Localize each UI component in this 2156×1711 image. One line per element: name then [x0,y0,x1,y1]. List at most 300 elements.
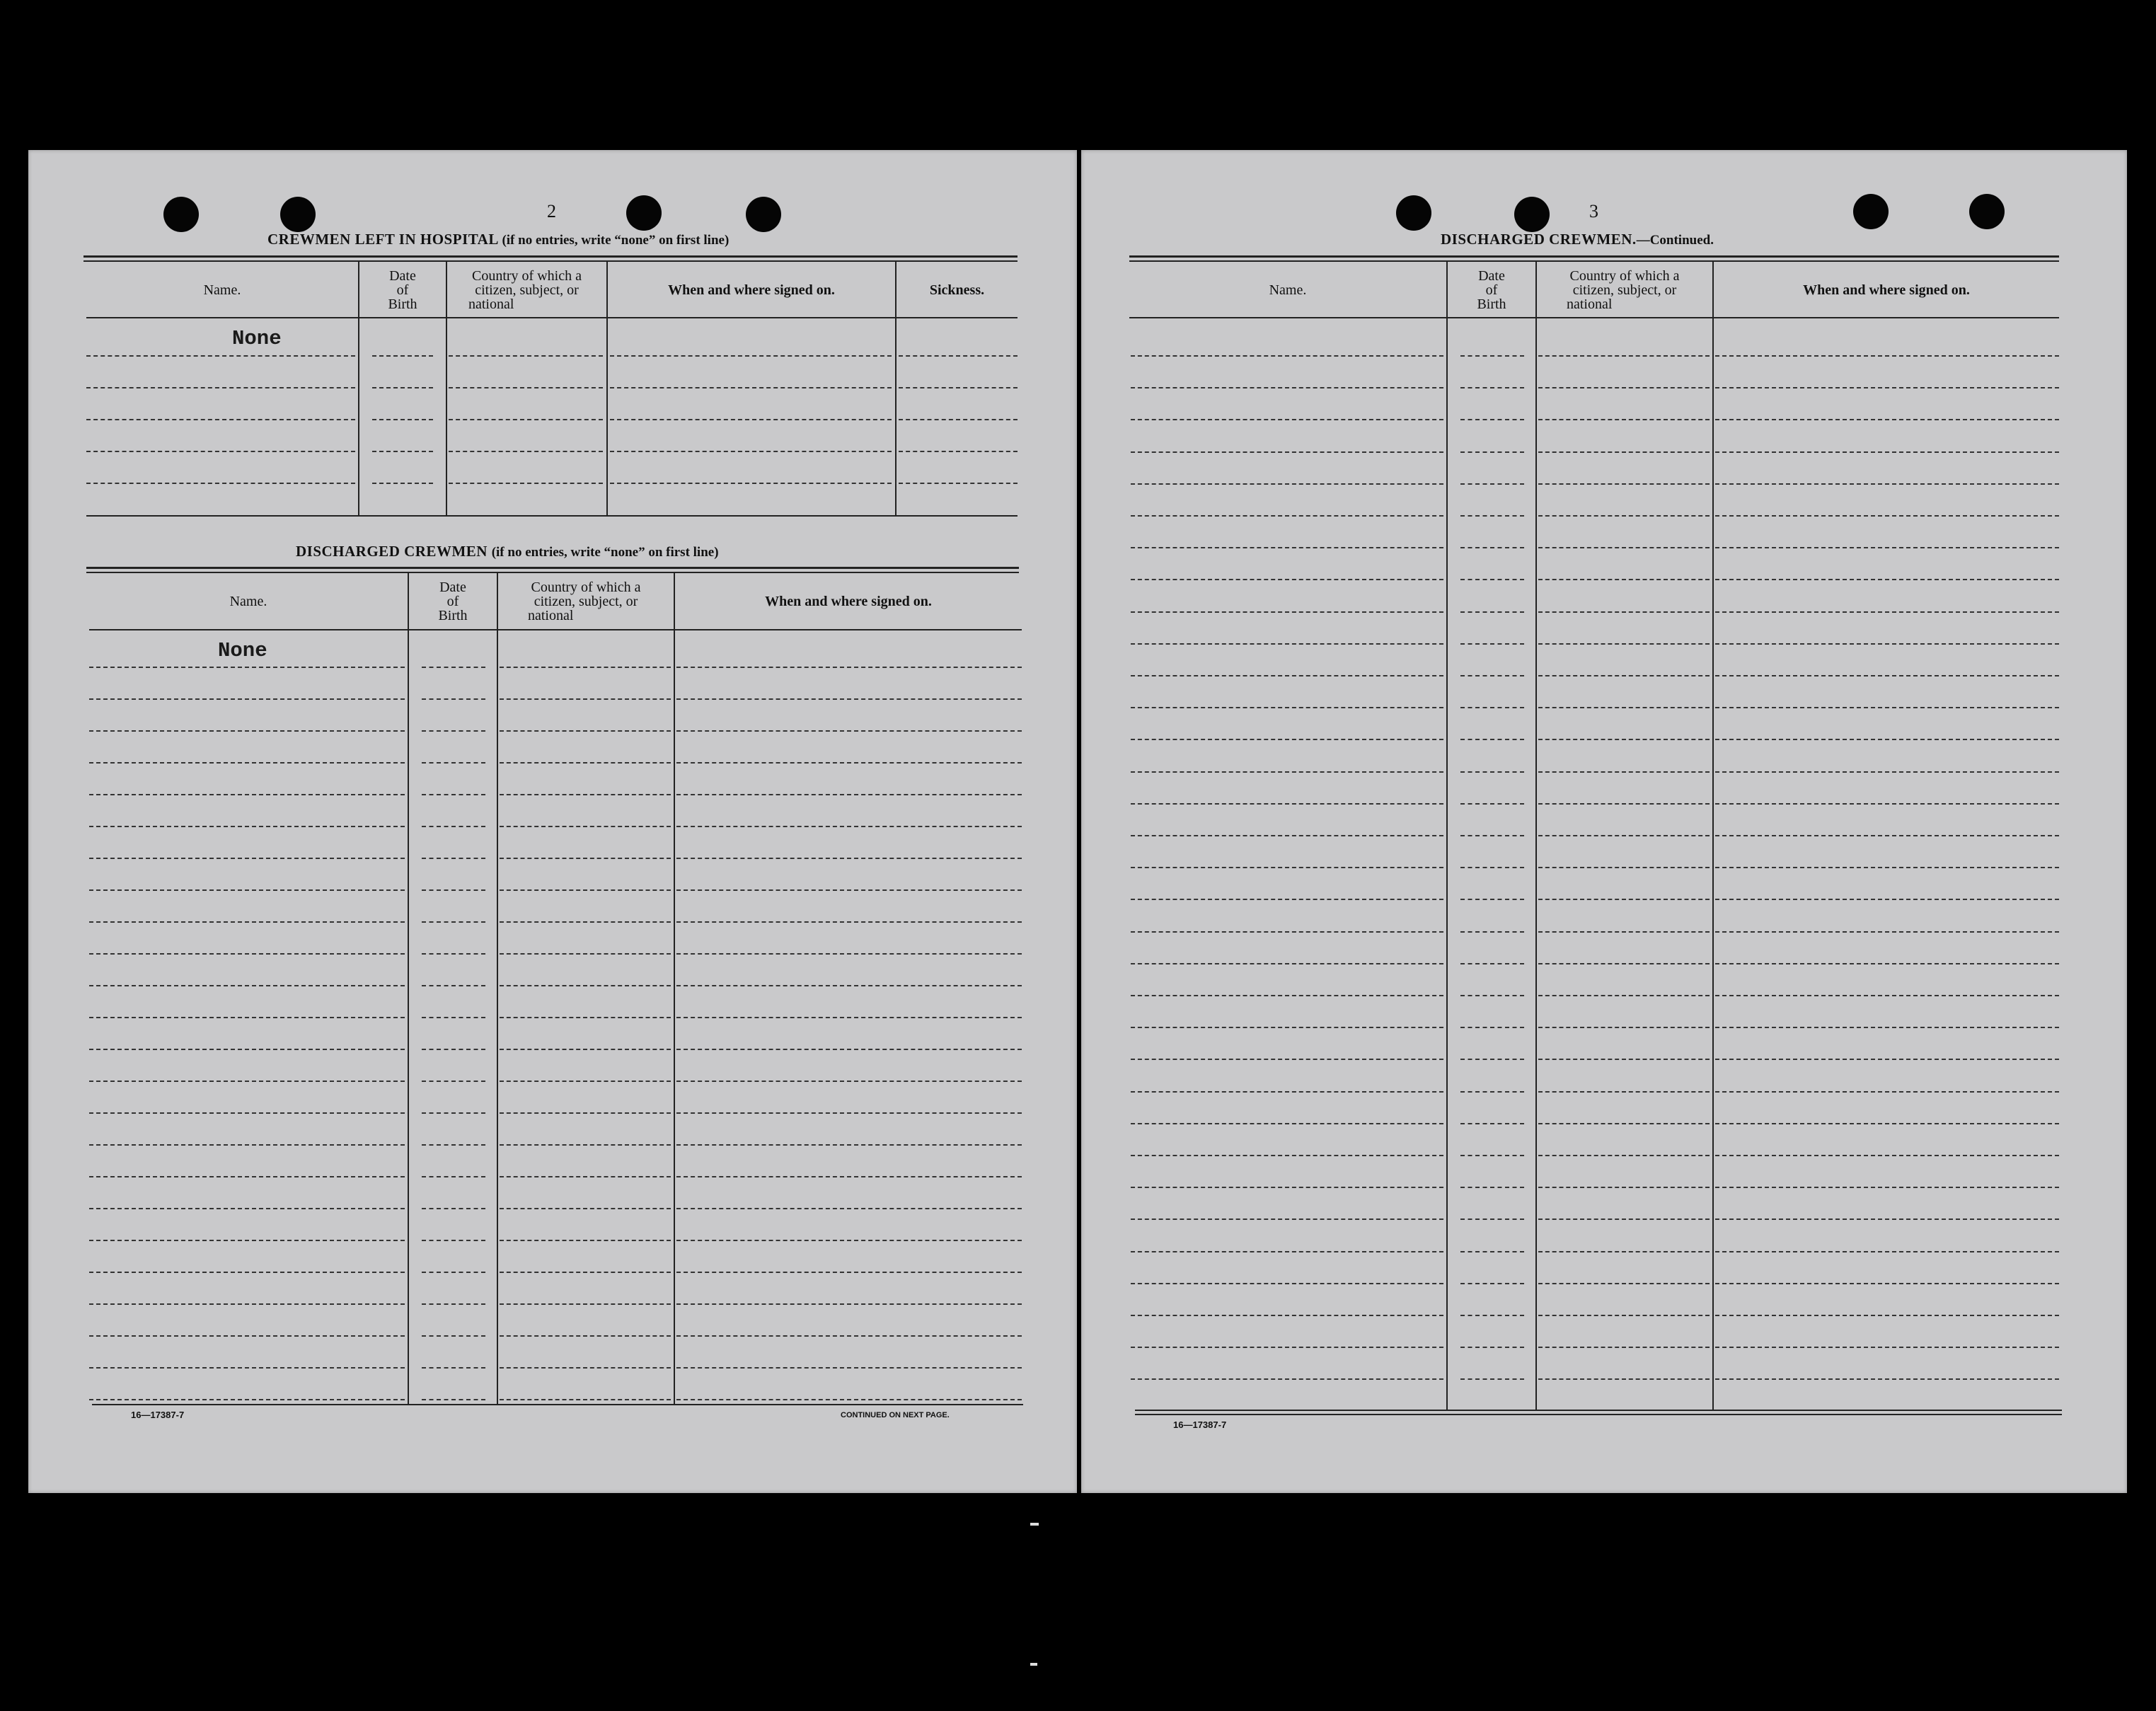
ruled-line [1715,771,2059,773]
ruled-line [500,1049,671,1050]
ruled-line [89,698,405,700]
ruled-line [1131,1315,1443,1316]
ruled-line [1715,899,2059,900]
ruled-line [1538,1378,1710,1380]
ruled-line [1131,1155,1443,1156]
ruled-line [676,1176,1022,1177]
header-line: Date [389,268,416,284]
ruled-line [1460,1378,1524,1380]
ruled-line [1715,707,2059,708]
ruled-line [1715,515,2059,517]
header-line: national [1567,296,1613,312]
ruled-line [89,1272,405,1273]
ruled-line [1460,419,1524,420]
ruled-line [1538,963,1710,964]
header-bottom-rule [1129,317,2059,318]
ruled-line [422,1176,485,1177]
ruled-line [1460,355,1524,357]
punch-hole [163,197,199,232]
punch-hole [1514,197,1550,232]
column-divider [497,573,498,1405]
col-header-country [447,269,606,311]
ruled-line [422,698,485,700]
ruled-line [1715,1347,2059,1348]
ruled-line [1131,1378,1443,1380]
ruled-line [1131,1187,1443,1188]
ruled-line [422,889,485,891]
ruled-line [89,1144,405,1146]
ruled-line [1715,931,2059,933]
scan-speck [1030,1523,1039,1526]
col-header-country [1537,269,1712,311]
ruled-line [422,1303,485,1305]
header-line: Country of which a [472,268,582,284]
ruled-line [1460,1187,1524,1188]
ruled-line [422,1367,485,1369]
ruled-line [1460,1347,1524,1348]
table-bottom-rule [1135,1414,2062,1415]
ruled-line [1131,995,1443,996]
table-top-rule [1129,255,2059,258]
column-divider [895,262,897,517]
ruled-line [89,794,405,795]
ruled-line [1538,419,1710,420]
ruled-line [1715,835,2059,836]
punch-hole [280,197,316,232]
ruled-line [1538,1347,1710,1348]
ruled-line [500,953,671,955]
ruled-line [1460,867,1524,868]
ruled-line [89,1176,405,1177]
ruled-line [500,1240,671,1241]
col-header-name: Name. [1269,282,1307,298]
table-top-rule [86,567,1019,569]
ruled-line [1131,867,1443,868]
ruled-line [1538,707,1710,708]
ruled-line [89,921,405,923]
ruled-line [1538,483,1710,485]
header-line: Date [439,580,466,595]
page-number: 2 [547,201,556,221]
ruled-line [500,1367,671,1369]
hospital-instruction: (if no entries, write “none” on first line) [502,233,730,248]
hospital-entry-name: None [232,327,282,350]
ruled-line [1715,675,2059,676]
ruled-line [1715,1027,2059,1028]
ruled-line [422,1144,485,1146]
column-divider [606,262,608,517]
ruled-line [1460,1219,1524,1220]
col-header-when-where: When and where signed on. [765,594,932,609]
ruled-line [676,1399,1022,1400]
ruled-line [449,419,603,420]
ruled-line [89,1367,405,1369]
ruled-line [676,1112,1022,1114]
ruled-line [1538,1123,1710,1124]
ruled-line [1460,931,1524,933]
ruled-line [676,794,1022,795]
ruled-line [372,387,433,388]
ruled-line [86,451,355,452]
ruled-line [610,355,892,357]
ruled-line [1538,803,1710,805]
ruled-line [89,1208,405,1209]
discharged-title-text: DISCHARGED CREWMEN [296,543,488,560]
ruled-line [610,419,892,420]
ruled-line [1538,867,1710,868]
ruled-line [1715,1123,2059,1124]
ruled-line [500,1176,671,1177]
ruled-line [1715,803,2059,805]
ruled-line [676,1208,1022,1209]
ruled-line [500,1144,671,1146]
ruled-line [1538,995,1710,996]
ruled-line [676,921,1022,923]
col-header-date-of-birth [1448,269,1535,311]
ruled-line [1131,1251,1443,1252]
punch-hole [626,195,662,231]
ruled-line [1715,387,2059,388]
punch-hole [1396,195,1431,231]
table-top-rule [83,260,1018,262]
hospital-section-title [267,231,729,248]
ruled-line [1131,1347,1443,1348]
ruled-line [1131,579,1443,580]
header-line: Birth [438,608,468,623]
ruled-line [422,985,485,986]
ruled-line [1715,1315,2059,1316]
ruled-line [1131,355,1443,357]
ruled-line [422,794,485,795]
ruled-line [500,762,671,764]
table-top-rule [83,255,1018,258]
table-bottom-rule [92,1404,1023,1405]
ruled-line [1538,739,1710,740]
punch-hole [1853,194,1889,229]
ruled-line [89,985,405,986]
ruled-line [500,1081,671,1082]
ruled-line [1715,643,2059,645]
ruled-line [422,953,485,955]
header-line: Country of which a [1569,268,1680,284]
column-divider [1712,262,1714,1410]
ruled-line [86,355,355,357]
ruled-line [89,953,405,955]
ruled-line [1538,547,1710,548]
ruled-line [676,1081,1022,1082]
ruled-line [1131,1219,1443,1220]
ruled-line [1131,1123,1443,1124]
ruled-line [1131,1059,1443,1060]
ruled-line [1538,451,1710,453]
ruled-line [1460,1123,1524,1124]
ruled-line [610,387,892,388]
ruled-line [422,1017,485,1018]
header-line: citizen, subject, or [475,282,579,298]
ruled-line [1538,643,1710,645]
ruled-line [1131,387,1443,388]
ruled-line [500,698,671,700]
ruled-line [449,355,603,357]
ruled-line [1460,771,1524,773]
ruled-line [500,1208,671,1209]
ruled-line [422,1208,485,1209]
ruled-line [1131,707,1443,708]
ruled-line [1538,611,1710,613]
col-header-name: Name. [203,282,241,298]
ruled-line [676,698,1022,700]
table-bottom-rule [86,515,1018,517]
ruled-line [1715,547,2059,548]
ruled-line [899,355,1018,357]
ruled-line [899,451,1018,452]
ruled-line [89,889,405,891]
ruled-line [1460,995,1524,996]
ruled-line [89,1303,405,1305]
ruled-line [500,667,671,668]
table-top-rule [86,572,1019,573]
ruled-line [422,921,485,923]
ruled-line [1538,931,1710,933]
header-line: of [446,594,459,609]
ruled-line [1131,611,1443,613]
ruled-line [449,483,603,484]
header-bottom-rule [89,629,1022,630]
col-header-country [498,580,674,623]
ruled-line [1538,1059,1710,1060]
ruled-line [1715,1091,2059,1093]
ruled-line [1715,1059,2059,1060]
ruled-line [89,1017,405,1018]
ruled-line [500,1399,671,1400]
header-line: citizen, subject, or [534,594,638,609]
ruled-line [1460,387,1524,388]
ruled-line [1715,1283,2059,1284]
ruled-line [676,1017,1022,1018]
form-page-right [1081,150,2127,1493]
ruled-line [1131,1027,1443,1028]
ruled-line [372,483,433,484]
ruled-line [1715,579,2059,580]
ruled-line [422,1240,485,1241]
ruled-line [1715,483,2059,485]
ruled-line [500,1335,671,1337]
ruled-line [1460,611,1524,613]
ruled-line [500,858,671,859]
col-header-when-where: When and where signed on. [668,282,835,298]
ruled-line [422,1399,485,1400]
title-text: DISCHARGED CREWMEN. [1441,231,1637,248]
ruled-line [372,419,433,420]
ruled-line [676,1335,1022,1337]
ruled-line [1460,1059,1524,1060]
ruled-line [500,1017,671,1018]
scan-speck [1030,1663,1037,1666]
col-header-when-where: When and where signed on. [1803,282,1970,298]
header-line: Country of which a [531,580,641,595]
ruled-line [422,1049,485,1050]
ruled-line [676,889,1022,891]
header-line: citizen, subject, or [1572,282,1677,298]
punch-hole [746,197,781,232]
ruled-line [1460,483,1524,485]
ruled-line [1715,739,2059,740]
ruled-line [1538,835,1710,836]
ruled-line [1715,355,2059,357]
ruled-line [1715,1251,2059,1252]
ruled-line [676,1272,1022,1273]
ruled-line [1460,707,1524,708]
ruled-line [500,921,671,923]
discharged-entry-name: None [218,639,267,662]
ruled-line [89,1112,405,1114]
ruled-line [422,1081,485,1082]
ruled-line [1715,867,2059,868]
ruled-line [1131,1283,1443,1284]
header-line: Date [1478,268,1505,284]
ruled-line [1131,515,1443,517]
ruled-line [676,826,1022,827]
ruled-line [1715,611,2059,613]
ruled-line [676,1367,1022,1369]
ruled-line [1715,1378,2059,1380]
ruled-line [500,794,671,795]
col-header-date-of-birth [359,269,446,311]
table-top-rule [1129,260,2059,262]
ruled-line [1538,1027,1710,1028]
ruled-line [1131,963,1443,964]
ruled-line [1460,1155,1524,1156]
ruled-line [89,1049,405,1050]
ruled-line [422,1335,485,1337]
ruled-line [676,1303,1022,1305]
ruled-line [449,387,603,388]
ruled-line [1131,899,1443,900]
ruled-line [1460,451,1524,453]
ruled-line [500,985,671,986]
ruled-line [500,889,671,891]
ruled-line [676,667,1022,668]
ruled-line [1460,515,1524,517]
ruled-line [1131,547,1443,548]
form-number: 16—17387-7 [1173,1419,1227,1430]
col-header-name: Name. [229,594,267,609]
ruled-line [372,355,433,357]
column-divider [674,573,675,1405]
table-bottom-rule [1135,1410,2062,1411]
ruled-line [676,858,1022,859]
ruled-line [676,985,1022,986]
ruled-line [1538,1283,1710,1284]
ruled-line [89,826,405,827]
ruled-line [422,826,485,827]
ruled-line [1460,739,1524,740]
header-line: of [1485,282,1498,298]
ruled-line [1460,1091,1524,1093]
ruled-line [1460,547,1524,548]
ruled-line [1460,675,1524,676]
ruled-line [1538,579,1710,580]
ruled-line [899,419,1018,420]
ruled-line [1131,451,1443,453]
ruled-line [1715,995,2059,996]
ruled-line [1715,963,2059,964]
ruled-line [89,667,405,668]
ruled-line [1460,1283,1524,1284]
ruled-line [500,826,671,827]
ruled-line [500,730,671,732]
ruled-line [89,1081,405,1082]
ruled-line [422,1272,485,1273]
ruled-line [89,1399,405,1400]
ruled-line [899,483,1018,484]
ruled-line [1460,643,1524,645]
ruled-line [1538,1315,1710,1316]
page-number: 3 [1589,201,1598,221]
ruled-line [1131,835,1443,836]
ruled-line [1538,1187,1710,1188]
ruled-line [1131,643,1443,645]
ruled-line [89,858,405,859]
ruled-line [1131,803,1443,805]
ruled-line [676,1144,1022,1146]
header-line: of [396,282,409,298]
ruled-line [1460,835,1524,836]
discharged-instruction: (if no entries, write “none” on first line) [491,545,719,560]
ruled-line [676,1049,1022,1050]
ruled-line [89,762,405,764]
ruled-line [372,451,433,452]
ruled-line [1715,1219,2059,1220]
discharged-section-title [296,543,719,560]
ruled-line [1538,771,1710,773]
discharged-continued-title [1441,231,1714,248]
ruled-line [422,858,485,859]
ruled-line [1538,1155,1710,1156]
ruled-line [89,730,405,732]
ruled-line [1460,803,1524,805]
header-bottom-rule [86,317,1018,318]
ruled-line [676,762,1022,764]
ruled-line [449,451,603,452]
ruled-line [500,1303,671,1305]
ruled-line [1131,771,1443,773]
ruled-line [1460,1315,1524,1316]
ruled-line [422,730,485,732]
ruled-line [1538,899,1710,900]
ruled-line [422,762,485,764]
form-number: 16—17387-7 [131,1410,185,1420]
column-divider [1535,262,1537,1410]
ruled-line [1131,1091,1443,1093]
form-page-left [28,150,1077,1493]
ruled-line [1460,1251,1524,1252]
ruled-line [89,1240,405,1241]
header-line: national [468,296,514,312]
ruled-line [676,1240,1022,1241]
hospital-title-text: CREWMEN LEFT IN HOSPITAL [267,231,498,248]
ruled-line [500,1272,671,1273]
ruled-line [1538,1091,1710,1093]
ruled-line [86,483,355,484]
ruled-line [899,387,1018,388]
ruled-line [1538,675,1710,676]
header-line: national [528,608,574,623]
ruled-line [1538,355,1710,357]
col-header-date-of-birth [409,580,497,623]
ruled-line [1131,483,1443,485]
ruled-line [1538,387,1710,388]
